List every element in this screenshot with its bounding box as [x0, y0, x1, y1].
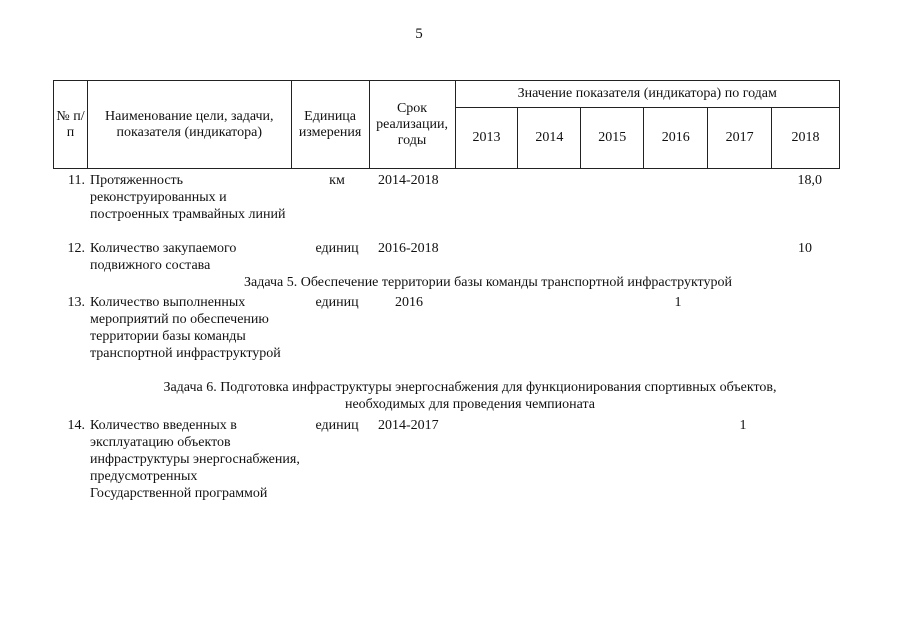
row-term: 2016 [395, 295, 423, 310]
header-year: 2018 [772, 108, 840, 169]
row-term: 2014-2017 [378, 418, 439, 433]
row-unit: единиц [315, 418, 359, 433]
header-year: 2015 [581, 108, 644, 169]
header-num: № п/п [54, 81, 88, 169]
row-unit: км [329, 173, 345, 188]
row-value-2018: 18,0 [797, 173, 822, 188]
row-value-2017: 1 [739, 418, 747, 433]
row-unit: единиц [315, 241, 359, 256]
row-indicator-name: Протяженность реконструированных и построенных трамвайных линий [90, 173, 286, 222]
header-year: 2014 [518, 108, 581, 169]
row-number: 12. [67, 241, 85, 256]
task-heading: Задача 5. Обеспечение территории базы команды транспортной инфраструктурой [244, 275, 732, 290]
row-number: 13. [67, 295, 85, 310]
task-heading: Задача 6. Подготовка инфраструктуры энергоснабжения для функционирования спортивных объектов, [163, 380, 777, 395]
row-value-2016: 1 [674, 295, 682, 310]
row-indicator-name: Количество введенных в эксплуатацию объектов инфраструктуры энергоснабжения, предусмотренных Государственной программой [90, 418, 300, 501]
row-indicator-name: Количество выполненных мероприятий по обеспечению территории базы команды транспортной инфраструктурой [90, 295, 281, 361]
header-unit: Единица измерения [291, 81, 369, 169]
page-number: 5 [415, 26, 423, 42]
row-number: 11. [68, 173, 85, 188]
header-name: Наименование цели, задачи, показателя (индикатора) [87, 81, 291, 169]
header-year: 2013 [455, 108, 518, 169]
header-year: 2016 [644, 108, 708, 169]
row-number: 14. [67, 418, 85, 433]
row-unit: единиц [315, 295, 359, 310]
row-value-2018: 10 [798, 241, 812, 256]
task-heading-continued: необходимых для проведения чемпионата [344, 397, 596, 412]
header-term: Срок реализации, годы [369, 81, 455, 169]
header-year: 2017 [708, 108, 772, 169]
header-values-title: Значение показателя (индикатора) по годам [455, 81, 839, 108]
row-term: 2016-2018 [378, 241, 439, 256]
row-indicator-name: Количество закупаемого подвижного состава [90, 241, 237, 273]
row-term: 2014-2018 [378, 173, 439, 188]
